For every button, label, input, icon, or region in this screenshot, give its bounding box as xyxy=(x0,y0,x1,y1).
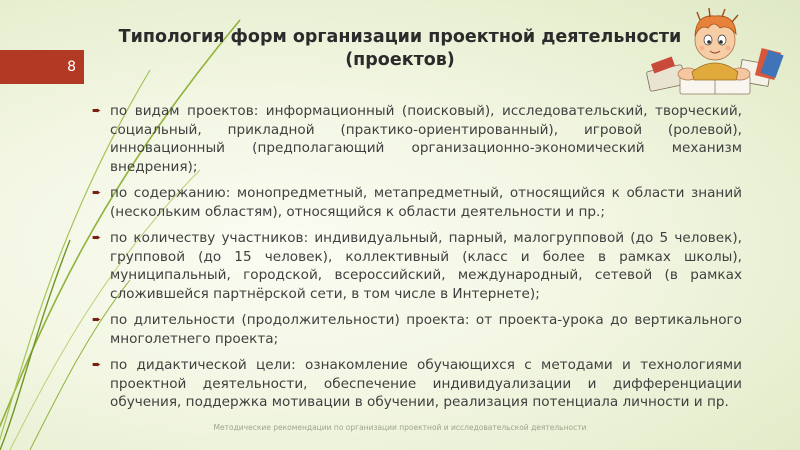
bullet-list xyxy=(92,102,742,420)
bullet-item-duration xyxy=(92,311,742,348)
slide-number: 8 xyxy=(67,59,76,75)
bullet-text: по содержанию: монопредметный, метапредметный, относящийся к области знаний (нескольким областям), относящийся к области деятельности и пр.; xyxy=(110,185,742,220)
arrow-right-icon: ➨ xyxy=(92,358,102,371)
arrow-right-icon: ➨ xyxy=(92,104,102,117)
arrow-right-icon: ➨ xyxy=(92,231,102,244)
slide-footer: Методические рекомендации по организации проектной и исследовательской деятельности xyxy=(213,423,587,432)
slide-title xyxy=(110,26,690,72)
bullet-text: по дидактической цели: ознакомление обучающихся с методами и технологиями проектной деятельности, обеспечение индивидуализации и дифференциации обучения, поддержка мотивации в обучении, реализация потенциала личности и пр. xyxy=(110,357,742,410)
slide-title-line-2: (проектов) xyxy=(345,50,455,70)
arrow-right-icon: ➨ xyxy=(92,313,102,326)
bullet-item-participants xyxy=(92,229,742,303)
slide-number-badge xyxy=(0,50,84,84)
bullet-item-didactic-goal xyxy=(92,356,742,412)
child-with-books-illustration xyxy=(640,2,790,102)
arrow-right-icon: ➨ xyxy=(92,186,102,199)
bullet-item-content xyxy=(92,184,742,221)
bullet-text: по количеству участников: индивидуальный, парный, малогрупповой (до 5 человек), групповой (до 15 человек), коллективный (класс и более в рамках школы), муниципальный, городской, всероссийский, международный, сетевой (в рамках сложившейся партнёрской сети, в том числе в Интернете); xyxy=(110,230,742,302)
bullet-text: по длительности (продолжительности) проекта: от проекта-урока до вертикального многолетнего проекта; xyxy=(110,312,742,347)
bullet-text: по видам проектов: информационный (поисковый), исследовательский, творческий, социальный, прикладной (практико-ориентированный), игровой (ролевой), инновационный (предполагающий организационно-экономический механизм внедрения); xyxy=(110,103,742,175)
slide-title-line-1: Типология форм организации проектной деятельности xyxy=(118,27,682,47)
bullet-item-project-types xyxy=(92,102,742,176)
